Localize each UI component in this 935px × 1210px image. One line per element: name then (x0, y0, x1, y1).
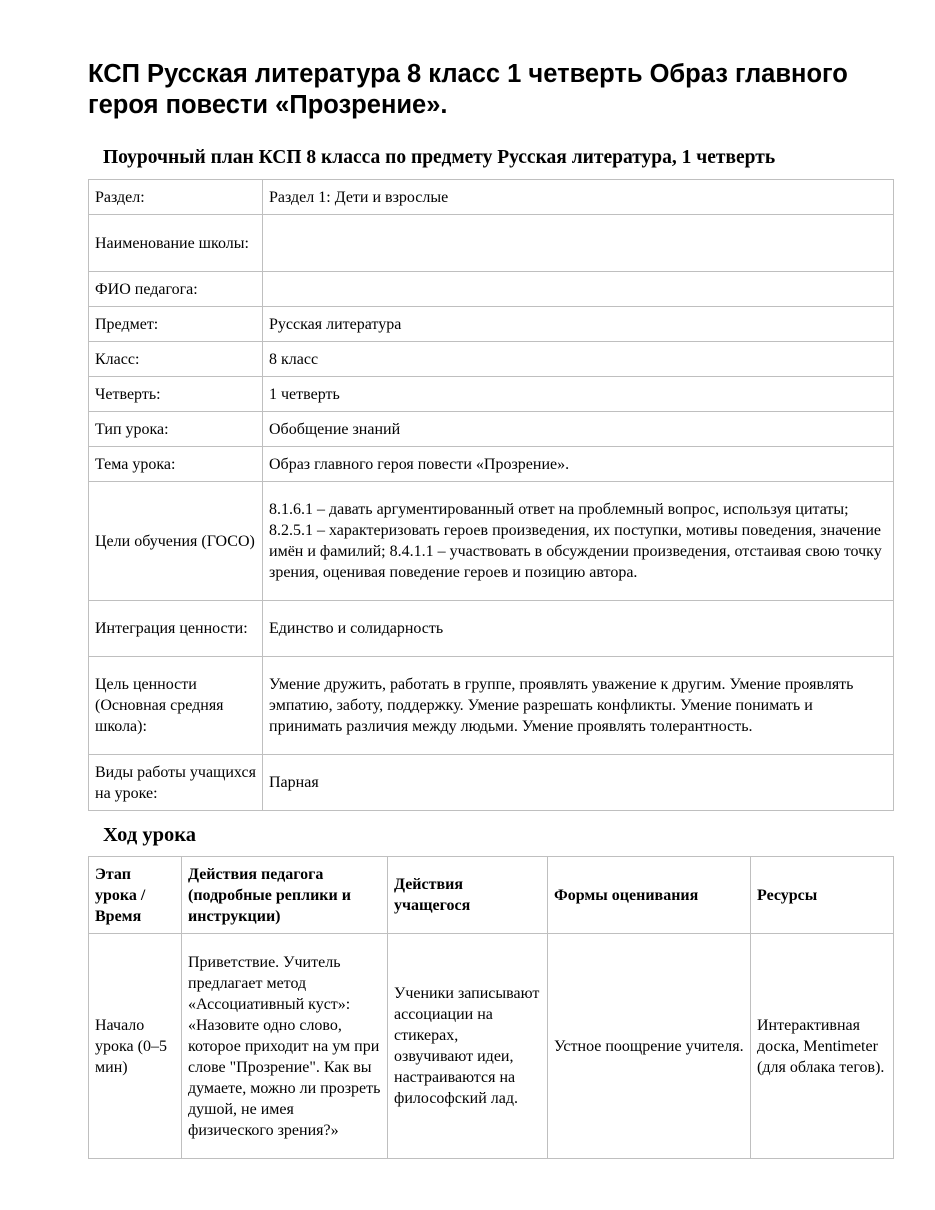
info-label: Раздел: (89, 180, 263, 215)
document-title: КСП Русская литература 8 класс 1 четверть Образ главного героя повести «Прозрение». (88, 60, 848, 119)
info-value: Парная (263, 755, 894, 811)
info-label: Интеграция ценности: (89, 601, 263, 657)
info-label: Цели обучения (ГОСО) (89, 482, 263, 601)
info-value (263, 215, 894, 272)
column-header-assessment: Формы оценивания (548, 857, 751, 934)
info-label: Класс: (89, 342, 263, 377)
table-row (89, 307, 894, 342)
info-value (263, 272, 894, 307)
cell-stage: Начало урока (0–5 мин) (89, 934, 182, 1159)
table-row (89, 601, 894, 657)
table-row (89, 657, 894, 755)
plan-heading: Поурочный план КСП 8 класса по предмету Русская литература, 1 четверть (103, 147, 776, 168)
table-row (89, 180, 894, 215)
cell-assessment: Устное поощрение учителя. (548, 934, 751, 1159)
cell-student-actions: Ученики записывают ассоциации на стикерах, озвучивают идеи, настраиваются на философский лад. (388, 934, 548, 1159)
table-row (89, 447, 894, 482)
info-value: Единство и солидарность (263, 601, 894, 657)
table-row (89, 934, 894, 1159)
table-header-row (89, 857, 894, 934)
info-label: ФИО педагога: (89, 272, 263, 307)
lesson-table (88, 856, 894, 1159)
info-label: Цель ценности (Основная средняя школа): (89, 657, 263, 755)
cell-resources: Интерактивная доска, Mentimeter (для облака тегов). (751, 934, 894, 1159)
column-header-teacher-actions: Действия педагога (подробные реплики и инструкции) (182, 857, 388, 934)
table-row (89, 412, 894, 447)
cell-teacher-actions: Приветствие. Учитель предлагает метод «Ассоциативный куст»: «Назовите одно слово, которое приходит на ум при слове "Прозрение". Как вы думаете, можно ли прозреть душой, не имея физического зрения?» (182, 934, 388, 1159)
info-value: 1 четверть (263, 377, 894, 412)
info-label: Предмет: (89, 307, 263, 342)
info-value: Образ главного героя повести «Прозрение». (263, 447, 894, 482)
info-label: Тема урока: (89, 447, 263, 482)
table-row (89, 272, 894, 307)
table-row (89, 482, 894, 601)
info-value: Русская литература (263, 307, 894, 342)
table-row (89, 377, 894, 412)
info-value: Обобщение знаний (263, 412, 894, 447)
table-row (89, 215, 894, 272)
info-label: Виды работы учащихся на уроке: (89, 755, 263, 811)
info-value: 8.1.6.1 – давать аргументированный ответ на проблемный вопрос, используя цитаты; 8.2.5.1 – характеризовать героев произведения, их поступки, мотивы поведения, значение имён и фамилий; 8.4.1.1 – участвовать в обсуждении произведения, отстаивая свою точку зрения, оценивая поведение героев и позицию автора. (263, 482, 894, 601)
column-header-resources: Ресурсы (751, 857, 894, 934)
info-value: Раздел 1: Дети и взрослые (263, 180, 894, 215)
info-label: Наименование школы: (89, 215, 263, 272)
column-header-student-actions: Действия учащегося (388, 857, 548, 934)
info-label: Четверть: (89, 377, 263, 412)
column-header-stage: Этап урока / Время (89, 857, 182, 934)
info-label: Тип урока: (89, 412, 263, 447)
lesson-heading: Ход урока (103, 824, 196, 846)
table-row (89, 755, 894, 811)
info-value: Умение дружить, работать в группе, проявлять уважение к другим. Умение проявлять эмпатию, заботу, поддержку. Умение разрешать конфликты. Умение понимать и принимать различия между людьми. Умение проявлять толерантность. (263, 657, 894, 755)
info-table (88, 179, 894, 811)
info-value: 8 класс (263, 342, 894, 377)
table-row (89, 342, 894, 377)
